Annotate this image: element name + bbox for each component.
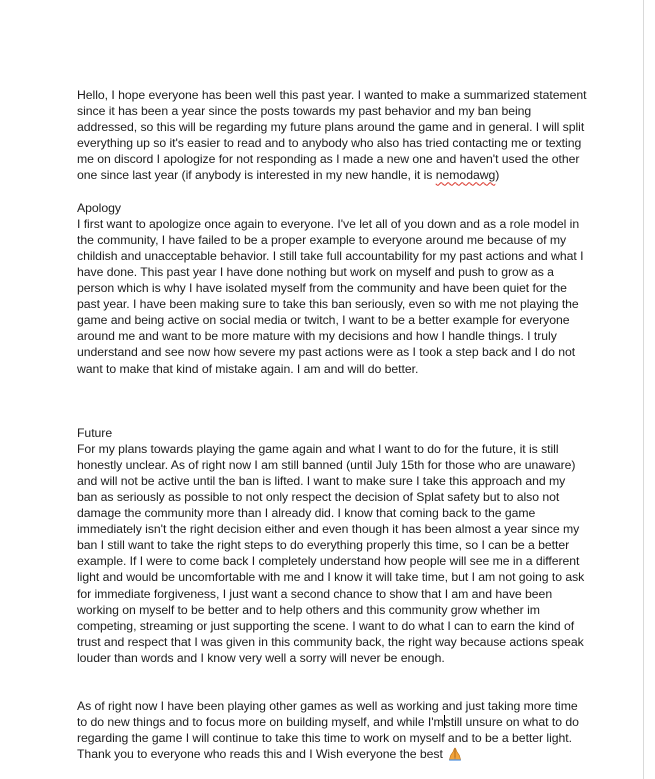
closing-text: As of right now I have been playing other games as well as working and just taking more time to do new things and to focus more on building myself, and while I'm <box>77 699 578 730</box>
closing-text-end: still unsure on what to do regarding the game I will continue to take this time to work on myself and to be a better light. Thank you to everyone who reads this and I Wish everyone the best <box>77 715 579 762</box>
apology-body: I first want to apologize once again to everyone. I've let all of you down and as a role model in the community, I have failed to be a proper example to everyone around me because of my childish and unacceptable behavior. I still take full accountability for my past actions and what I have done. This past year I have done nothing but work on myself and push to grow as a person which is why I have isolated myself from the community and have been quiet for the past year. I have been making sure to take this ban seriously, even so with me not playing the game and being active on social media or twitch, I want to be a better example for everyone around me and want to be more mature with my decisions and how I handle things. I truly understand and see now how severe my past actions were as I took a step back and I do not want to make that kind of mistake again. I am and will do better. <box>77 216 584 376</box>
intro-text-end: ) <box>495 168 500 183</box>
future-body: For my plans towards playing the game again and what I want to do for the future, it is still honestly unclear. As of right now I am still banned (until July 15th for those who are unaware) and will not be active until the ban is lifted. I want to make sure I take this approach and my ban as seriously as possible to not only respect the decision of Splat safety but to also not damage the community more than I already did. I know that coming back to the game immediately isn't the right decision either and even though it has been almost a year since my ban I still want to take the right steps to do everything properly this time, so I can be a better example. If I were to come back I completely understand how people will see me in a different light and would be uncomfortable with me and I know it will take time, but I am not going to ask for immediate forgiveness, I just want a second chance to show that I am and have been working on myself to be better and to help others and this community grow whether im competing, streaming or just supporting the scene. I want to do what I can to earn the kind of trust and respect that I was given in this community back, the right way because actions speak louder than words and I know very well a sorry will never be enough. <box>77 441 585 665</box>
folded-hands-left <box>449 748 454 760</box>
closing-paragraph <box>77 698 587 762</box>
future-heading: Future <box>77 425 113 440</box>
folded-hands-cuff <box>449 760 461 761</box>
apology-section <box>77 200 587 377</box>
apology-heading: Apology <box>77 200 121 215</box>
document-body[interactable] <box>77 87 587 762</box>
intro-text: Hello, I hope everyone has been well this past year. I wanted to make a summarized statement since it has been a year since the posts towards my past behavior and my ban being addressed, so this will be regarding my future plans around the game and in general. I will split everything up so it's easier to read and to anybody who also has tried contacting me or texting me on discord I apologize for not responding as I made a new one and haven't used the other one since last year (if anybody is interested in my new handle, it is <box>77 88 587 183</box>
page-right-edge <box>643 0 644 779</box>
future-section <box>77 425 587 666</box>
intro-paragraph <box>77 87 587 184</box>
folded-hands-icon <box>447 747 463 761</box>
folded-hands-right <box>455 748 460 760</box>
new-handle: nemodawg <box>435 168 496 183</box>
